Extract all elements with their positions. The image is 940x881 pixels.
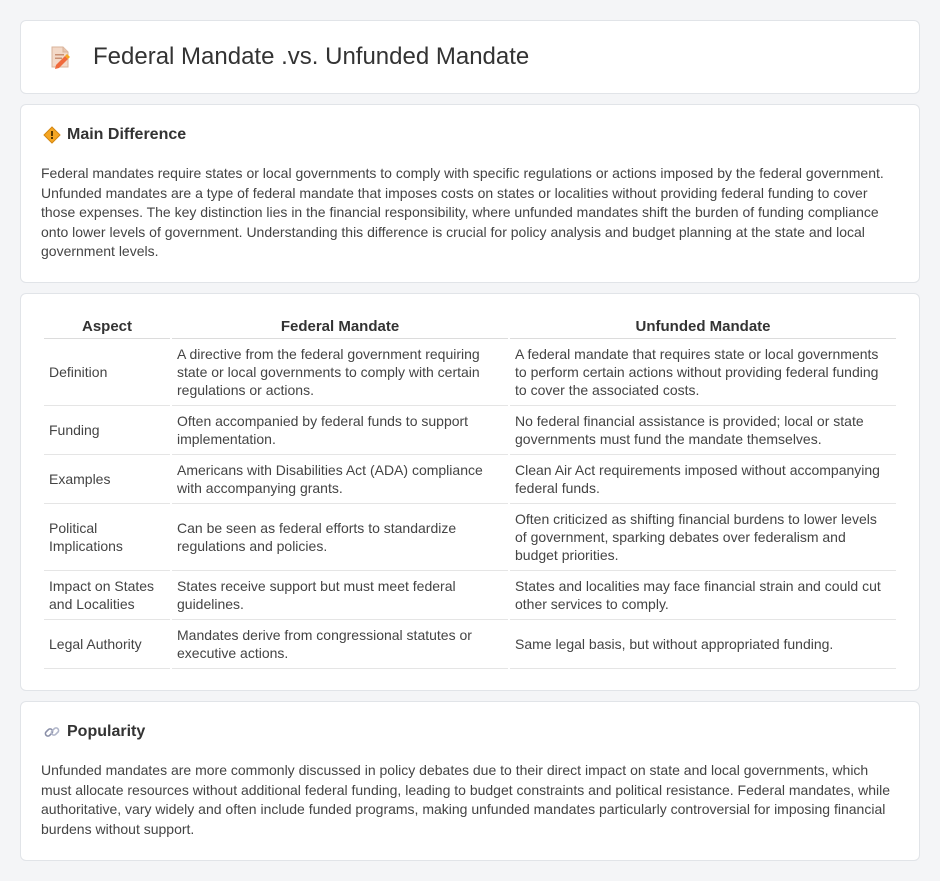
row-aspect: Definition: [44, 339, 170, 406]
row-federal: Americans with Disabilities Act (ADA) compliance with accompanying grants.: [172, 455, 508, 504]
row-aspect: Funding: [44, 406, 170, 455]
row-aspect: Impact on States and Localities: [44, 571, 170, 620]
row-aspect: Examples: [44, 455, 170, 504]
row-unfunded: States and localities may face financial strain and could cut other services to comply.: [510, 571, 896, 620]
page-title: Federal Mandate .vs. Unfunded Mandate: [93, 43, 530, 70]
row-unfunded: No federal financial assistance is provided; local or state governments must fund the mandate themselves.: [510, 406, 896, 455]
row-aspect: Legal Authority: [44, 620, 170, 669]
comparison-table: [42, 316, 898, 669]
row-unfunded: Clean Air Act requirements imposed without accompanying federal funds.: [510, 455, 896, 504]
row-unfunded: Same legal basis, but without appropriated funding.: [510, 620, 896, 669]
row-unfunded: A federal mandate that requires state or local governments to perform certain actions without providing federal funding to cover the associated costs.: [510, 339, 896, 406]
title-card: [20, 20, 920, 94]
comparison-card: [20, 293, 920, 691]
table-row: [44, 620, 896, 669]
row-federal: Can be seen as federal efforts to standardize regulations and policies.: [172, 504, 508, 571]
table-row: [44, 455, 896, 504]
header-aspect: Aspect: [44, 316, 170, 339]
main-difference-card: [20, 104, 920, 283]
table-row: [44, 339, 896, 406]
row-federal: A directive from the federal government requiring state or local governments to comply with certain regulations or actions.: [172, 339, 508, 406]
main-difference-text: Federal mandates require states or local governments to comply with specific regulations or actions imposed by the federal government. Unfunded mandates are a type of federal mandate that imposes costs on states or localities without providing federal funding to cover those expenses. The key distinction lies in the financial responsibility, where unfunded mandates shift the burden of funding compliance onto lower levels of government. Understanding this difference is crucial for policy analysis and budget planning at the state and local government levels.: [41, 165, 884, 259]
table-row: [44, 406, 896, 455]
table-header-row: [44, 316, 896, 339]
row-federal: Mandates derive from congressional statutes or executive actions.: [172, 620, 508, 669]
popularity-card: [20, 701, 920, 861]
table-row: [44, 504, 896, 571]
main-difference-title: Main Difference: [67, 126, 187, 143]
row-unfunded: Often criticized as shifting financial burdens to lower levels of government, sparking debates over federalism and budget priorities.: [510, 504, 896, 571]
header-federal-mandate: Federal Mandate: [172, 316, 508, 339]
popularity-header: [43, 723, 145, 741]
row-federal: States receive support but must meet federal guidelines.: [172, 571, 508, 620]
row-aspect: Political Implications: [44, 504, 170, 571]
document-pencil-icon: [47, 44, 73, 70]
link-icon: [43, 723, 61, 741]
popularity-title: Popularity: [67, 723, 146, 740]
header-unfunded-mandate: Unfunded Mandate: [510, 316, 896, 339]
diamond-sign-icon: [43, 126, 61, 144]
table-row: [44, 571, 896, 620]
row-federal: Often accompanied by federal funds to support implementation.: [172, 406, 508, 455]
popularity-text: Unfunded mandates are more commonly discussed in policy debates due to their direct impact on state and local governments, which must allocate resources without additional federal funding, leading to budget constraints and political resistance. Federal mandates, while authoritative, vary widely and often include funded programs, making unfunded mandates particularly controversial for imposing financial burdens without support.: [41, 762, 891, 837]
main-difference-header: [43, 126, 186, 144]
